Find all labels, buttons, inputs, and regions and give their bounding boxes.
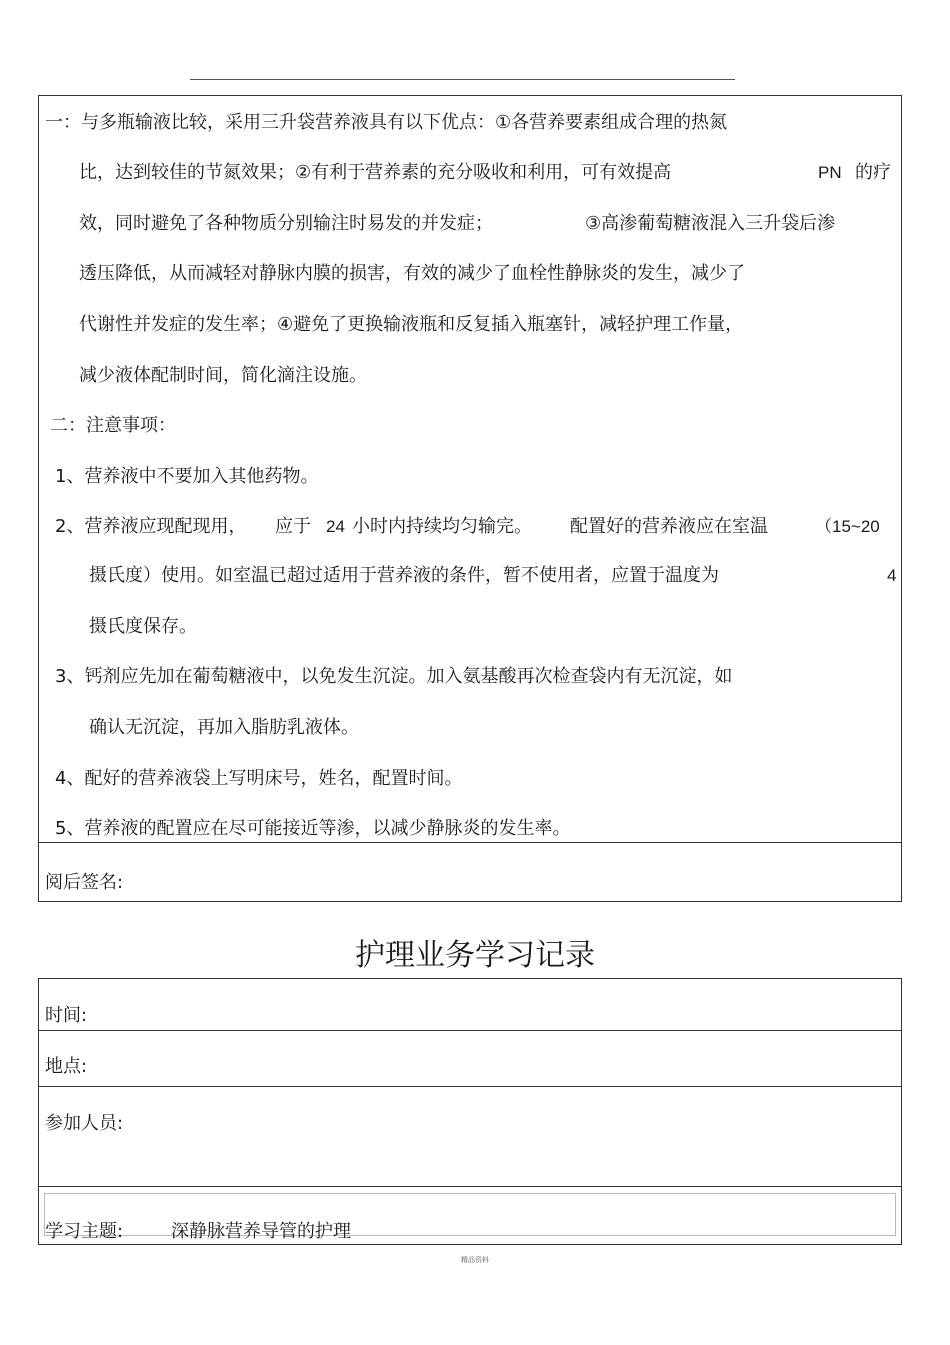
time-row xyxy=(38,978,902,1031)
item5: 5、营养液的配置应在尽可能接近等渗，以减少静脉炎的发生率。 xyxy=(55,818,571,839)
item2-part-e: 配置好的营养液应在室温 xyxy=(570,516,768,537)
time-label: 时间: xyxy=(45,1005,88,1026)
topic-label: 学习主题: xyxy=(45,1221,124,1242)
item2-part-f: （15~20 xyxy=(815,517,880,536)
signature-divider xyxy=(38,842,902,843)
item3-line1: 3、钙剂应先加在葡萄糖液中，以免发生沉淀。加入氨基酸再次检查袋内有无沉淀，如 xyxy=(55,666,733,687)
item1: 1、营养液中不要加入其他药物。 xyxy=(55,466,319,487)
item2-part-b: 应于 xyxy=(275,516,311,537)
topic-row xyxy=(38,1186,902,1245)
section1-line2c: 的疗 xyxy=(855,162,891,183)
section1-line6: 减少液体配制时间，简化滴注设施。 xyxy=(79,365,367,386)
item2-part-c: 24 xyxy=(326,517,345,536)
item2-part-d: 小时内持续均匀输完。 xyxy=(352,516,532,537)
item3-line2: 确认无沉淀，再加入脂肪乳液体。 xyxy=(89,717,359,738)
item2-part-a: 2、营养液应现配现用， xyxy=(55,516,247,537)
section2-heading: 二：注意事项： xyxy=(50,415,176,436)
item4: 4、配好的营养液袋上写明床号，姓名，配置时间。 xyxy=(55,768,463,789)
item2-part-g: 摄氏度）使用。如室温已超过适用于营养液的条件，暂不使用者，应置于温度为 xyxy=(89,565,719,586)
section1-line1: 一：与多瓶输液比较，采用三升袋营养液具有以下优点：①各营养要素组成合理的热氮 xyxy=(45,112,728,133)
section1-line3a: 效，同时避免了各种物质分别输注时易发的并发症； xyxy=(79,213,493,234)
section1-line2a: 比，达到较佳的节氮效果；②有利于营养素的充分吸收和利用，可有效提高 xyxy=(79,162,672,183)
section1-line4: 透压降低，从而减轻对静脉内膜的损害，有效的减少了血栓性静脉炎的发生，减少了 xyxy=(79,263,745,284)
place-row xyxy=(38,1030,902,1087)
header-rule xyxy=(190,79,735,80)
section1-line5: 代谢性并发症的发生率；④避免了更换输液瓶和反复插入瓶塞针，减轻护理工作量， xyxy=(79,314,744,335)
participants-label: 参加人员: xyxy=(45,1113,124,1134)
form-title: 护理业务学习记录 xyxy=(355,938,595,973)
topic-value: 深静脉营养导管的护理 xyxy=(171,1221,351,1242)
footer-text: 精品资料 xyxy=(461,1256,489,1264)
participants-row xyxy=(38,1086,902,1187)
place-label: 地点: xyxy=(45,1056,88,1077)
signature-label: 阅后签名: xyxy=(45,872,124,893)
section1-line2b: PN xyxy=(818,163,842,182)
section1-line3b: ③高渗葡萄糖液混入三升袋后渗 xyxy=(585,213,836,234)
item2-part-i: 摄氏度保存。 xyxy=(89,616,197,637)
item2-part-h: 4 xyxy=(887,566,897,585)
